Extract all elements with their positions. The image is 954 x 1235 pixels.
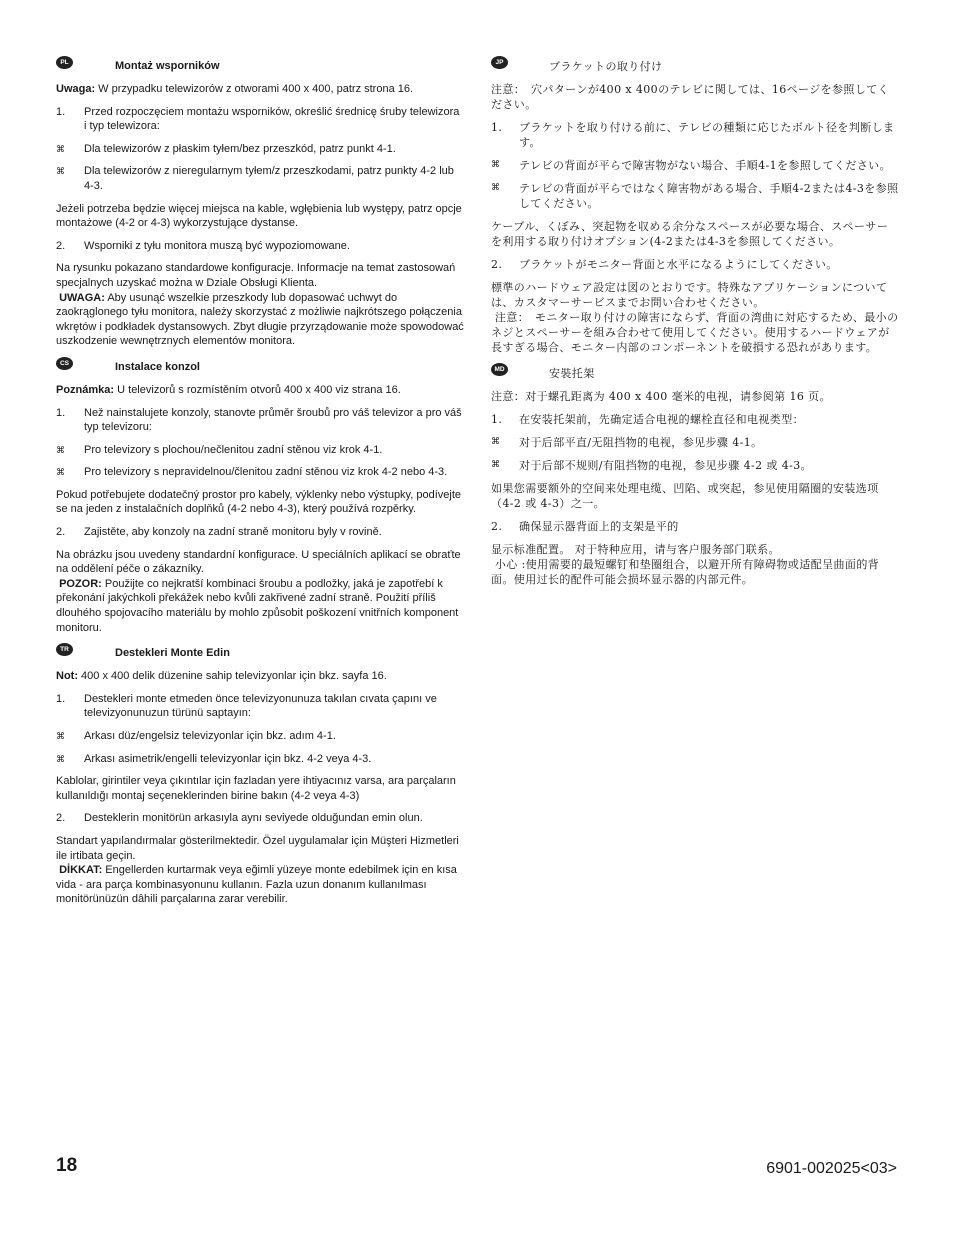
- step-text: 在安装托架前，先确定适合电视的螺栓直径和电视类型：: [519, 413, 804, 426]
- step-2: [491, 257, 899, 272]
- bullet-text: Pro televizory s nepravidelnou/členitou zadní stěnou viz krok 4-2 nebo 4-3.: [84, 466, 448, 479]
- paragraph: Pokud potřebujete dodatečný prostor pro kabely, výklenky nebo výstupky, podívejte se na jeden z instalačních doplňků (4-2 nebo 4-3), který používá rozpěrky.: [56, 488, 461, 516]
- page-number: 18: [56, 1155, 78, 1176]
- paragraph: Kablolar, girintiler veya çıkıntılar için fazladan yere ihtiyacınız varsa, ara parçaların kullanıldığı montaj seçeneklerinden birine bakın (4-2 veya 4-3): [56, 775, 456, 802]
- bullet-text: 对于后部平直/无阻挡物的电视，参见步骤 4-1。: [519, 436, 763, 449]
- language-badge-icon: MD: [491, 363, 508, 376]
- step-2: [56, 811, 464, 826]
- config-text: 標準のハードウェア設定は図のとおりです。特殊なアプリケーションについては、カスタマーサービスまでお問い合わせください。: [491, 281, 888, 309]
- bullet-item: [491, 158, 899, 173]
- section-cs: [56, 357, 464, 635]
- step-text: 确保显示器背面上的支架是平的: [519, 520, 679, 533]
- warning-label: UWAGA:: [59, 291, 105, 304]
- left-column: [56, 56, 464, 915]
- step-text: ブラケットを取り付ける前に、テレビの種類に応じたボルト径を判断します。: [519, 121, 895, 149]
- language-badge-icon: CS: [56, 357, 73, 370]
- note-paragraph: [56, 383, 464, 398]
- bullet-icon: ⌘: [56, 731, 65, 741]
- note-paragraph: [491, 389, 899, 404]
- section-header: [491, 56, 899, 74]
- language-badge-icon: TR: [56, 643, 73, 656]
- step-2: [56, 525, 464, 540]
- bullet-icon: ⌘: [56, 143, 65, 154]
- bullet-icon: ⌘: [491, 160, 501, 170]
- warning-label: 小心: [494, 558, 518, 571]
- right-column: [491, 56, 899, 595]
- config-paragraph: [491, 542, 899, 587]
- section-title: Montaż wsporników: [115, 60, 220, 72]
- language-badge-icon: PL: [56, 56, 73, 69]
- bullet-icon: ⌘: [491, 183, 501, 193]
- section-title: 安裝托架: [549, 367, 595, 380]
- warning-text: Engellerden kurtarmak veya eğimli yüzeye monte edebilmek için en kısa vida - ara parça kombinasyonunu kullanın. Fazla uzun donanım kullanılması monitörünüzün dâhili parçalarına zarar verebilir.: [56, 864, 457, 906]
- note-label: Not:: [56, 670, 78, 683]
- section-jp: [491, 56, 899, 355]
- config-paragraph: [56, 548, 464, 636]
- note-paragraph: [491, 82, 899, 112]
- bullet-text: テレビの背面が平らで障害物がない場合、手順4-1を参照してください。: [519, 159, 891, 172]
- section-tr: [56, 643, 464, 907]
- note-label: Uwaga:: [56, 83, 96, 95]
- bullet-icon: ⌘: [491, 437, 501, 447]
- paragraph: ケーブル、くぼみ、突起物を収める余分なスペースが必要な場合、スペーサーを利用する取り付けオプション(4-2または4-3を参照してください。: [491, 220, 889, 248]
- config-text: Standart yapılandırmalar gösterilmektedir. Özel uygulamalar için Müşteri Hizmetleri ile irtibata geçin.: [56, 834, 459, 862]
- step-number: 2.: [491, 520, 503, 533]
- bullet-item: [56, 729, 464, 744]
- paragraph: 如果您需要额外的空间来处理电缆、凹陷、或突起，参见使用隔圈的安装选项（4-2 或 4-3）之一。: [491, 482, 879, 510]
- bullet-item: [56, 164, 464, 193]
- config-paragraph: [491, 280, 899, 355]
- config-text: Na obrázku jsou uvedeny standardní konfigurace. U speciálních aplikací se obraťte na oddělení péče o zákazníky.: [56, 548, 461, 576]
- document-code: 6901-002025<03>: [766, 1160, 897, 1177]
- section-header: [56, 643, 464, 661]
- step-2: [491, 519, 899, 534]
- bullet-item: [56, 465, 464, 480]
- bullet-text: テレビの背面が平らではなく障害物がある場合、手順4-2または4-3を参照してください。: [519, 182, 899, 210]
- section-md: [491, 363, 899, 587]
- note-label: 注意：: [491, 83, 520, 96]
- bullet-item: [56, 752, 464, 767]
- note-text: 穴パターンが400 x 400のテレビに関しては、16ページを参照してください。: [491, 83, 890, 111]
- bullet-icon: ⌘: [56, 166, 65, 177]
- note-paragraph: [56, 82, 464, 97]
- warning-text: モニター取り付けの障害にならず、背面の湾曲に対応するため、最小のネジとスペーサーを組み合わせて使用してください。使用するハードウェアが長すぎる場合、モニター内部のコンポーネントを破損する恐れがあります。: [491, 311, 899, 354]
- step-1: [56, 692, 464, 721]
- section-title: ブラケットの取り付け: [549, 60, 663, 73]
- bullet-text: Dla telewizorów z nieregularnym tyłem/z przeszkodami, patrz punkty 4-2 lub 4-3.: [84, 165, 454, 192]
- step-number: 1.: [56, 406, 66, 419]
- config-paragraph: [56, 261, 464, 349]
- step-number: 1.: [491, 413, 503, 426]
- note-label: Poznámka:: [56, 383, 115, 396]
- section-title: Destekleri Monte Edin: [115, 647, 230, 660]
- step-text: ブラケットがモニター背面と水平になるようにしてください。: [519, 258, 838, 271]
- bullet-text: Dla telewizorów z płaskim tyłem/bez przeszkód, patrz punkt 4-1.: [84, 142, 396, 155]
- note-label: 注意：: [491, 390, 526, 403]
- bullet-icon: ⌘: [491, 460, 501, 470]
- config-text: 显示标准配置。 对于特种应用，请与客户服务部门联系。: [491, 543, 780, 556]
- bullet-item: [491, 458, 899, 473]
- step-1: [491, 120, 899, 150]
- step-text: Destekleri monte etmeden önce televizyonunuza takılan cıvata çapını ve televizyonunuzun türünü saptayın:: [84, 692, 437, 720]
- section-header: [491, 363, 899, 381]
- paragraph: Jeżeli potrzeba będzie więcej miejsca na kable, wgłębienia lub występy, patrz opcje montażowe (4-2 or 4-3) wykorzystujące dystanse.: [56, 202, 462, 230]
- bullet-icon: ⌘: [56, 753, 65, 764]
- warning-label: POZOR:: [59, 577, 102, 590]
- config-text: Na rysunku pokazano standardowe konfiguracje. Informacje na temat zastosowań specjalnych uzyskać można w Dziale Obsługi Klienta.: [56, 262, 456, 289]
- section-header: [56, 357, 464, 375]
- warning-text: Aby usunąć wszelkie przeszkody lub dopasować uchwyt do zaokrąglonego tyłu monitora, należy skorzystać z możliwie najkrótszego połączenia wkrętów i podkładek dystansowych. Zbyt długie przyrządowanie może spowodować uszkodzenie wewnętrznych elementów monitora.: [56, 291, 464, 348]
- step-2: [56, 239, 464, 254]
- step-1: [56, 105, 464, 134]
- step-text: Než nainstalujete konzoly, stanovte průměr šroubů pro váš televizor a pro váš typ televizoru:: [84, 406, 462, 434]
- note-text: 400 x 400 delik düzenine sahip televizyonlar için bkz. sayfa 16.: [78, 670, 387, 683]
- step-1: [56, 406, 464, 435]
- step-number: 2.: [56, 239, 66, 252]
- step-number: 2.: [491, 258, 503, 271]
- warning-label: DİKKAT:: [59, 864, 103, 877]
- bullet-item: [56, 443, 464, 458]
- step-text: Wsporniki z tyłu monitora muszą być wypoziomowane.: [84, 239, 350, 252]
- bullet-text: 对于后部不规则/有阻挡物的电视，参见步骤 4-2 或 4-3。: [519, 459, 813, 472]
- step-text: Przed rozpoczęciem montażu wsporników, określić średnicę śruby telewizora i typ telewizora:: [84, 105, 460, 133]
- step-number: 1.: [56, 105, 66, 118]
- step-1: [491, 412, 899, 427]
- section-header: [56, 56, 464, 74]
- warning-label: 注意：: [494, 311, 524, 324]
- language-badge-icon: JP: [491, 56, 508, 69]
- step-text: Zajistěte, aby konzoly na zadní straně monitoru byly v rovině.: [84, 526, 382, 539]
- step-number: 2.: [56, 812, 66, 825]
- step-text: Desteklerin monitörün arkasıyla aynı seviyede olduğundan emin olun.: [84, 812, 423, 825]
- bullet-text: Pro televizory s plochou/nečlenitou zadní stěnou viz krok 4-1.: [84, 443, 383, 456]
- note-text: U televizorů s rozmístěním otvorů 400 x 400 viz strana 16.: [114, 383, 401, 396]
- step-number: 1.: [491, 121, 503, 134]
- bullet-icon: ⌘: [56, 467, 65, 478]
- bullet-icon: ⌘: [56, 444, 65, 455]
- bullet-item: [491, 435, 899, 450]
- warning-text: :使用需要的最短螺钉和垫圈组合，以避开所有障碍物或适配呈曲面的背面。使用过长的配件可能会损坏显示器的内部元件。: [491, 558, 880, 586]
- note-paragraph: [56, 669, 464, 684]
- config-paragraph: [56, 834, 464, 907]
- section-pl: [56, 56, 464, 349]
- bullet-item: [56, 142, 464, 157]
- step-number: 2.: [56, 526, 66, 539]
- section-title: Instalace konzol: [115, 360, 200, 373]
- step-number: 1.: [56, 692, 66, 705]
- bullet-text: Arkası asimetrik/engelli televizyonlar için bkz. 4-2 veya 4-3.: [84, 752, 372, 765]
- bullet-item: [491, 181, 899, 211]
- warning-text: Použijte co nejkratší kombinaci šroubu a podložky, jaká je zapotřebí k překonání jakýchkoli překážek nebo kvůli zakřivené zadní straně. Použití příliš dlouhého spojovacího materiálu by mohlo způsobit poškození vnitřních komponent monitoru.: [56, 577, 459, 634]
- note-text: 对于螺孔距离为 400 x 400 毫米的电视，请参阅第 16 页。: [525, 390, 831, 403]
- note-text: W przypadku telewizorów z otworami 400 x 400, patrz strona 16.: [95, 83, 414, 95]
- bullet-text: Arkası düz/engelsiz televizyonlar için bkz. adım 4-1.: [84, 730, 336, 742]
